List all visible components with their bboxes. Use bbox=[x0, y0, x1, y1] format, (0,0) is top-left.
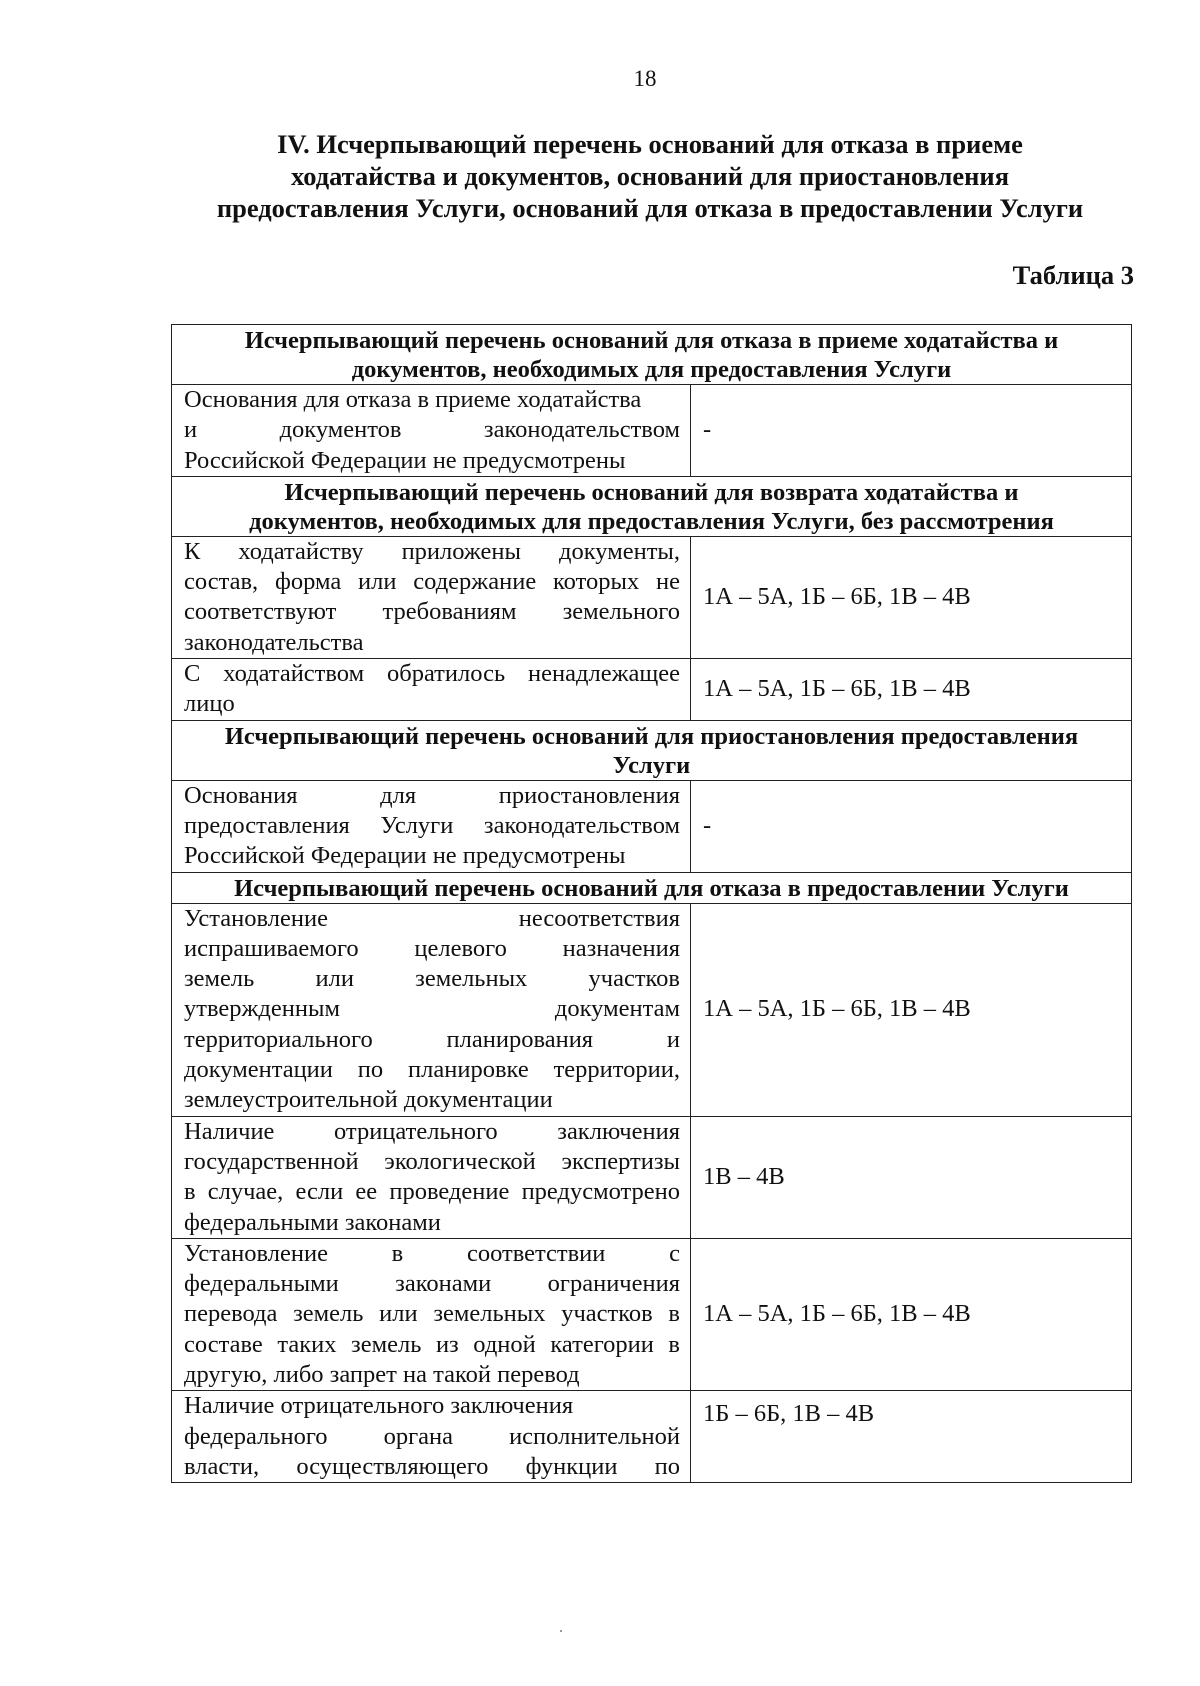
page-number: 18 bbox=[633, 66, 657, 91]
table-row bbox=[172, 780, 1132, 872]
group-heading-line: Исчерпывающий перечень оснований для отказа в предоставлении Услуги bbox=[234, 874, 1069, 902]
value-cell: 1В – 4В bbox=[691, 1116, 1132, 1238]
value-cell: 1А – 5А, 1Б – 6Б, 1В – 4В bbox=[691, 659, 1132, 721]
group-heading-line: документов, необходимых для предоставления Услуги bbox=[351, 356, 952, 383]
table-row bbox=[172, 1238, 1132, 1390]
reason-cell bbox=[172, 903, 691, 1116]
reason-line: федерального органа исполнительной bbox=[184, 1422, 680, 1450]
table-row bbox=[172, 1116, 1132, 1238]
group-heading bbox=[172, 476, 1132, 536]
table-row bbox=[172, 903, 1132, 1116]
group-heading-row bbox=[172, 872, 1132, 903]
table-row bbox=[172, 1391, 1132, 1483]
reason-line: другую, либо запрет на такой перевод bbox=[184, 1361, 580, 1389]
group-heading-line: Услуги bbox=[612, 751, 691, 779]
reason-line: Наличие отрицательного заключения bbox=[184, 1392, 574, 1420]
reason-line: документации по планировке территории, bbox=[184, 1056, 680, 1084]
reason-cell bbox=[172, 1391, 691, 1483]
reason-cell bbox=[172, 780, 691, 872]
reason-line: Российской Федерации не предусмотрены bbox=[184, 446, 626, 474]
reason-line: предоставления Услуги законодательством bbox=[184, 811, 680, 839]
reason-line: К ходатайству приложены документы, bbox=[184, 537, 680, 565]
group-heading-row bbox=[172, 325, 1132, 385]
value-cell: - bbox=[691, 385, 1132, 477]
table-row bbox=[172, 385, 1132, 477]
reason-line: Основания для отказа в приеме ходатайства bbox=[184, 386, 642, 413]
reason-line: Установление несоответствия bbox=[184, 904, 680, 932]
reason-line: в случае, если ее проведение предусмотрено bbox=[184, 1178, 680, 1206]
reason-line: Российской Федерации не предусмотрены bbox=[184, 842, 626, 870]
group-heading-row bbox=[172, 720, 1132, 780]
reason-line: Установление в соответствии с bbox=[184, 1239, 680, 1267]
group-heading-line: документов, необходимых для предоставления Услуги, без рассмотрения bbox=[249, 507, 1054, 535]
reason-line: составе таких земель из одной категории в bbox=[184, 1330, 680, 1358]
reason-line: законодательства bbox=[184, 628, 364, 656]
reason-line: состав, форма или содержание которых не bbox=[184, 568, 680, 596]
reason-line: власти, осуществляющего функции по bbox=[184, 1452, 680, 1480]
section-title-line: IV. Исчерпывающий перечень оснований для отказа в приеме bbox=[277, 129, 1023, 159]
reason-line: земель или земельных участков bbox=[184, 965, 680, 993]
table-row bbox=[172, 536, 1132, 658]
group-heading bbox=[172, 325, 1132, 385]
reason-line: перевода земель или земельных участков в bbox=[184, 1300, 680, 1328]
table-row bbox=[172, 659, 1132, 721]
reason-line: федеральными законами ограничения bbox=[184, 1270, 680, 1298]
section-title-line: предоставления Услуги, оснований для отказа в предоставлении Услуги bbox=[216, 193, 1084, 223]
value-cell: 1А – 5А, 1Б – 6Б, 1В – 4В bbox=[691, 903, 1132, 1116]
reason-line: Наличие отрицательного заключения bbox=[184, 1117, 680, 1145]
value-cell: - bbox=[691, 780, 1132, 872]
grounds-table bbox=[171, 324, 1132, 1483]
reason-line: федеральными законами bbox=[184, 1208, 441, 1236]
reason-line: С ходатайством обратилось ненадлежащее bbox=[184, 660, 680, 688]
value-cell: 1А – 5А, 1Б – 6Б, 1В – 4В bbox=[691, 536, 1132, 658]
reason-cell bbox=[172, 1116, 691, 1238]
reason-cell bbox=[172, 536, 691, 658]
group-heading-line: Исчерпывающий перечень оснований для отказа в приеме ходатайства и bbox=[244, 327, 1059, 354]
table-caption: Таблица 3 bbox=[1012, 260, 1134, 290]
reason-cell bbox=[172, 385, 691, 477]
reason-cell bbox=[172, 659, 691, 721]
reason-line: землеустроительной документации bbox=[184, 1086, 553, 1114]
group-heading-line: Исчерпывающий перечень оснований для возврата ходатайства и bbox=[284, 478, 1019, 506]
reason-line: государственной экологической экспертизы bbox=[184, 1147, 680, 1175]
reason-line: испрашиваемого целевого назначения bbox=[184, 934, 680, 962]
reason-line: территориального планирования и bbox=[184, 1025, 680, 1053]
group-heading-line: Исчерпывающий перечень оснований для приостановления предоставления bbox=[224, 722, 1079, 750]
scan-speck bbox=[560, 1630, 562, 1632]
reason-line: утвержденным документам bbox=[184, 995, 680, 1023]
reason-line: и документов законодательством bbox=[184, 416, 680, 444]
reason-line: Основания для приостановления bbox=[184, 781, 680, 809]
reason-line: соответствуют требованиям земельного bbox=[184, 598, 680, 626]
value-cell: 1Б – 6Б, 1В – 4В bbox=[691, 1391, 1132, 1483]
reason-line: лицо bbox=[184, 690, 235, 718]
group-heading-row bbox=[172, 476, 1132, 536]
section-title bbox=[170, 128, 1130, 224]
reason-cell bbox=[172, 1238, 691, 1390]
value-cell: 1А – 5А, 1Б – 6Б, 1В – 4В bbox=[691, 1238, 1132, 1390]
group-heading bbox=[172, 872, 1132, 903]
section-title-line: ходатайства и документов, оснований для приостановления bbox=[290, 161, 1010, 191]
group-heading bbox=[172, 720, 1132, 780]
